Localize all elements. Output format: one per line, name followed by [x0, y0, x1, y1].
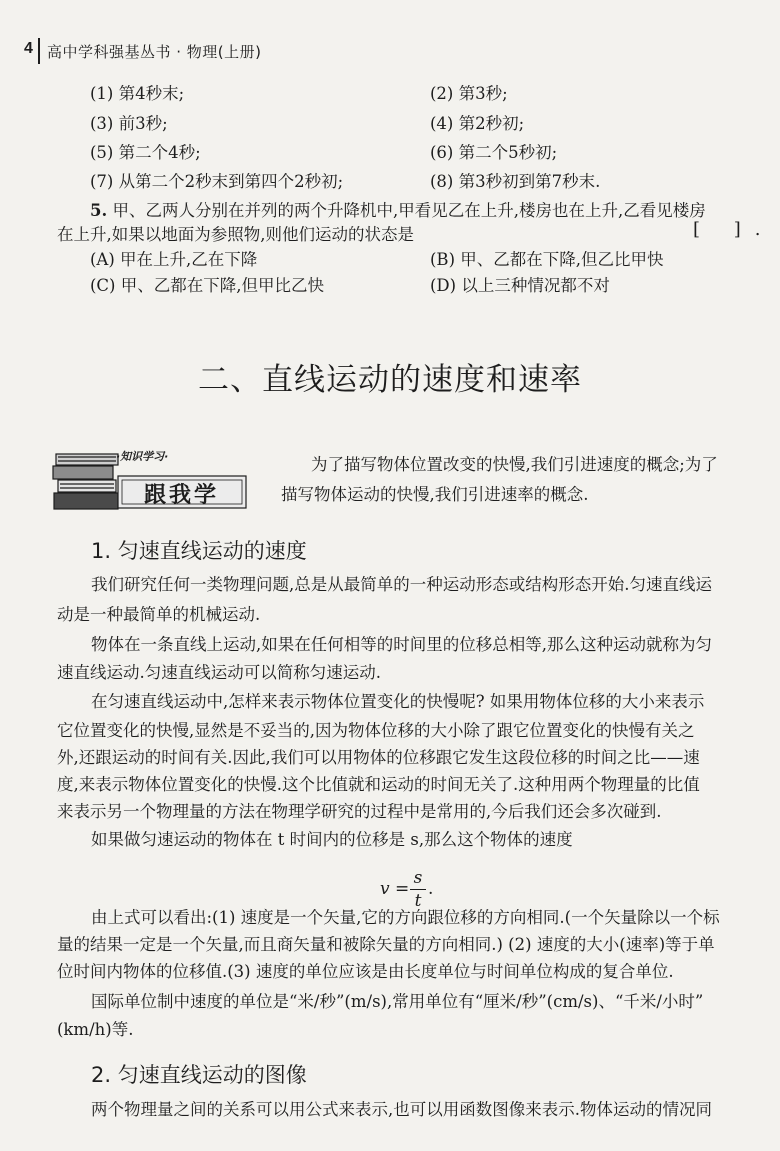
q5-option-b: (B) 甲、乙都在下降,但乙比甲快 — [430, 250, 664, 269]
q4-item-4: (4) 第2秒初; — [430, 114, 525, 133]
subsection-1-title: 1. 匀速直线运动的速度 — [91, 539, 307, 563]
para5-line-1: 由上式可以看出:(1) 速度是一个矢量,它的方向跟位移的方向相同.(一个矢量除以一个标 — [91, 908, 720, 927]
section-title: 二、直线运动的速度和速率 — [198, 362, 582, 398]
para2-line-2: 速直线运动.匀速直线运动可以简称匀速运动. — [57, 663, 381, 682]
para4-line-1: 如果做匀速运动的物体在 t 时间内的位移是 s,那么这个物体的速度 — [91, 830, 573, 849]
formula-numerator: s — [413, 868, 423, 888]
q4-item-2: (2) 第3秒; — [430, 84, 508, 103]
intro-line-1: 为了描写物体位置改变的快慢,我们引进速度的概念;为了 — [311, 455, 718, 474]
subsection-2-title: 2. 匀速直线运动的图像 — [91, 1063, 307, 1087]
q4-item-6: (6) 第二个5秒初; — [430, 143, 558, 162]
para3-line-5: 来表示另一个物理量的方法在物理学研究的过程中是常用的,今后我们还会多次碰到. — [57, 802, 662, 821]
q4-item-1: (1) 第4秒末; — [90, 84, 185, 103]
para2-line-1: 物体在一条直线上运动,如果在任何相等的时间里的位移总相等,那么这种运动就称为匀 — [91, 635, 712, 654]
para1-line-2: 动是一种最简单的机械运动. — [57, 605, 261, 624]
q4-item-3: (3) 前3秒; — [90, 114, 168, 133]
q5-line-1 — [90, 201, 706, 221]
para6-line-1: 国际单位制中速度的单位是“米/秒”(m/s),常用单位有“厘米/秒”(cm/s)、“千米/小时” — [91, 992, 704, 1011]
para3-line-3: 外,还跟运动的时间有关.因此,我们可以用物体的位移跟它发生这段位移的时间之比——速 — [57, 748, 700, 767]
q4-item-8: (8) 第3秒初到第7秒末. — [430, 172, 601, 191]
para5-line-2: 量的结果一定是一个矢量,而且商矢量和被除矢量的方向相同.) (2) 速度的大小(速率)等于单 — [57, 935, 715, 954]
book-title: 高中学科强基丛书 · 物理(上册) — [47, 43, 262, 61]
books-badge — [52, 446, 252, 516]
intro-line-2: 描写物体运动的快慢,我们引进速率的概念. — [281, 485, 589, 504]
q4-item-7: (7) 从第二个2秒末到第四个2秒初; — [90, 172, 344, 191]
q5-option-d: (D) 以上三种情况都不对 — [430, 276, 610, 295]
formula-denominator: t — [414, 891, 422, 911]
para6-line-2: (km/h)等. — [57, 1020, 134, 1039]
velocity-formula — [382, 868, 452, 910]
para7-line-1: 两个物理量之间的关系可以用公式来表示,也可以用函数图像来表示.物体运动的情况同 — [91, 1100, 712, 1119]
para3-line-4: 度,来表示物体位置变化的快慢.这个比值就和运动的时间无关了.这种用两个物理量的比值 — [57, 775, 700, 794]
q5-option-c: (C) 甲、乙都在下降,但甲比乙快 — [90, 276, 324, 295]
q5-option-a: (A) 甲在上升,乙在下降 — [90, 250, 258, 269]
fraction-bar — [410, 889, 426, 890]
q5-number: 5. — [90, 201, 108, 220]
q5-line-2: 在上升,如果以地面为参照物,则他们运动的状态是 — [57, 225, 414, 244]
q4-item-5: (5) 第二个4秒; — [90, 143, 201, 162]
badge-title: 跟我学 — [144, 483, 220, 508]
para1-line-1: 我们研究任何一类物理问题,总是从最简单的一种运动形态或结构形态开始.匀速直线运 — [91, 575, 712, 594]
badge-small-label: ·知识学习· — [116, 450, 169, 463]
para3-line-1: 在匀速直线运动中,怎样来表示物体位置变化的快慢呢? 如果用物体位移的大小来表示 — [91, 692, 705, 711]
q5-text-1: 甲、乙两人分别在并列的两个升降机中,甲看见乙在上升,楼房也在上升,乙看见楼房 — [112, 201, 706, 220]
answer-bracket: [ ]. — [693, 219, 775, 240]
para3-line-2: 它位置变化的快慢,显然是不妥当的,因为物体位移的大小除了跟它位置变化的快慢有关之 — [57, 721, 695, 740]
formula-lhs: v = — [380, 879, 410, 899]
header-divider — [38, 38, 40, 64]
formula-period: . — [428, 879, 434, 899]
para5-line-3: 位时间内物体的位移值.(3) 速度的单位应该是由长度单位与时间单位构成的复合单位. — [57, 962, 674, 981]
page-number: 4 — [24, 40, 33, 57]
